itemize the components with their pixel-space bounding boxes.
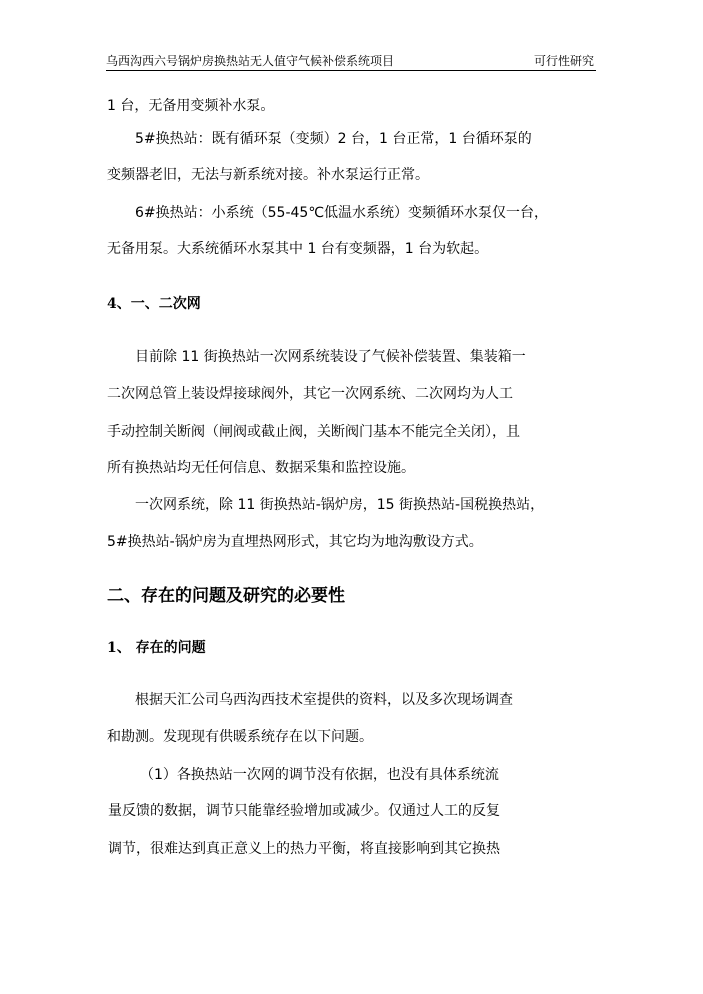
paragraph-line: 变频器老旧，无法与新系统对接。补水泵运行正常。 (107, 167, 429, 183)
paragraph-line: 根据天汇公司乌西沟西技术室提供的资料，以及多次现场调查 (135, 692, 513, 708)
section-heading: 4、一、二次网 (107, 296, 201, 312)
page-header (106, 48, 596, 71)
paragraph-line: 和勘测。发现现有供暖系统存在以下问题。 (107, 729, 373, 745)
paragraph-line: 1 台，无备用变频补水泵。 (107, 98, 275, 114)
paragraph-line: 无备用泵。大系统循环水泵其中 1 台有变频器，1 台为软起。 (107, 241, 489, 257)
paragraph-line: 二次网总管上装设焊接球阀外，其它一次网系统、二次网均为人工 (107, 386, 513, 402)
header-title: 乌西沟西六号锅炉房换热站无人值守气候补偿系统项目 (106, 54, 395, 68)
paragraph-line: （1）各换热站一次网的调节没有依据，也没有具体系统流 (140, 767, 499, 783)
paragraph-line: 量反馈的数据，调节只能靠经验增加或减少。仅通过人工的反复 (108, 803, 500, 819)
paragraph-line: 目前除 11 街换热站一次网系统装设了气候补偿装置、集装箱一 (135, 349, 526, 365)
paragraph-line: 调节，很难达到真正意义上的热力平衡，将直接影响到其它换热 (108, 841, 500, 857)
paragraph-line: 5#换热站-锅炉房为直埋热网形式，其它均为地沟敷设方式。 (107, 534, 483, 550)
subsection-heading: 1、 存在的问题 (107, 640, 206, 656)
chapter-heading: 二、存在的问题及研究的必要性 (107, 586, 345, 606)
paragraph-line: 6#换热站：小系统（55-45℃低温水系统）变频循环水泵仅一台， (135, 205, 549, 221)
paragraph-line: 所有换热站均无任何信息、数据采集和监控设施。 (107, 460, 415, 476)
paragraph-line: 一次网系统，除 11 街换热站-锅炉房，15 街换热站-国税换热站， (135, 497, 545, 513)
paragraph-line: 5#换热站：既有循环泵（变频）2 台，1 台正常，1 台循环泵的 (135, 131, 532, 147)
paragraph-line: 手动控制关断阀（闸阀或截止阀，关断阀门基本不能完全关闭），且 (107, 424, 520, 440)
header-section: 可行性研究 (533, 54, 594, 68)
